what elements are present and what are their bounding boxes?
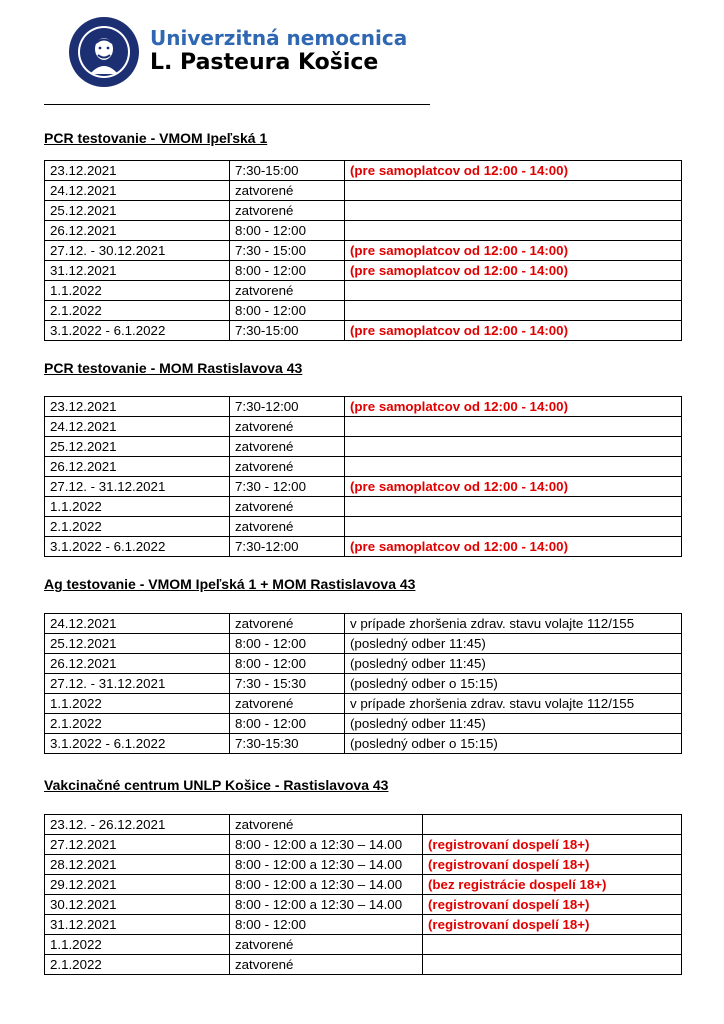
table-row <box>45 457 682 477</box>
note-cell: (pre samoplatcov od 12:00 - 14:00) <box>345 537 682 557</box>
note-cell <box>345 497 682 517</box>
date-cell: 23.12.2021 <box>45 397 230 417</box>
note-cell: (posledný odber o 15:15) <box>345 674 682 694</box>
table-row <box>45 694 682 714</box>
date-cell: 1.1.2022 <box>45 281 230 301</box>
note-cell: (pre samoplatcov od 12:00 - 14:00) <box>345 241 682 261</box>
table-row <box>45 835 682 855</box>
time-cell: zatvorené <box>230 437 345 457</box>
table-row <box>45 477 682 497</box>
date-cell: 3.1.2022 - 6.1.2022 <box>45 734 230 754</box>
table-row <box>45 915 682 935</box>
date-cell: 24.12.2021 <box>45 614 230 634</box>
section-heading-ag-testing: Ag testovanie - VMOM Ipeľská 1 + MOM Rastislavova 43 <box>44 576 416 592</box>
time-cell: zatvorené <box>230 694 345 714</box>
date-cell: 31.12.2021 <box>45 261 230 281</box>
time-cell: 8:00 - 12:00 <box>230 654 345 674</box>
time-cell: 8:00 - 12:00 a 12:30 – 14.00 <box>230 875 423 895</box>
date-cell: 27.12.2021 <box>45 835 230 855</box>
table-row <box>45 241 682 261</box>
org-title <box>150 26 407 76</box>
time-cell: zatvorené <box>230 181 345 201</box>
table-row <box>45 634 682 654</box>
time-cell: 7:30-12:00 <box>230 537 345 557</box>
section-heading-pcr-rastislavova: PCR testovanie - MOM Rastislavova 43 <box>44 360 303 376</box>
note-cell <box>423 935 682 955</box>
time-cell: zatvorené <box>230 614 345 634</box>
time-cell: 8:00 - 12:00 <box>230 915 423 935</box>
note-cell <box>423 955 682 975</box>
note-cell: v prípade zhoršenia zdrav. stavu volajte 112/155 <box>345 694 682 714</box>
date-cell: 1.1.2022 <box>45 935 230 955</box>
org-name-line2: L. Pasteura Košice <box>150 50 379 75</box>
date-cell: 25.12.2021 <box>45 201 230 221</box>
table-row <box>45 734 682 754</box>
date-cell: 24.12.2021 <box>45 181 230 201</box>
date-cell: 26.12.2021 <box>45 654 230 674</box>
table-row <box>45 537 682 557</box>
time-cell: 8:00 - 12:00 <box>230 221 345 241</box>
time-cell: 8:00 - 12:00 <box>230 634 345 654</box>
note-cell <box>345 437 682 457</box>
date-cell: 30.12.2021 <box>45 895 230 915</box>
org-name-line1: Univerzitná nemocnica <box>150 26 408 50</box>
section-heading-vaccination: Vakcinačné centrum UNLP Košice - Rastislavova 43 <box>44 777 389 793</box>
table-row <box>45 815 682 835</box>
table-row <box>45 714 682 734</box>
time-cell: 8:00 - 12:00 a 12:30 – 14.00 <box>230 855 423 875</box>
table-row <box>45 517 682 537</box>
table-row <box>45 855 682 875</box>
date-cell: 3.1.2022 - 6.1.2022 <box>45 321 230 341</box>
time-cell: 8:00 - 12:00 <box>230 714 345 734</box>
table-row <box>45 437 682 457</box>
time-cell: 8:00 - 12:00 a 12:30 – 14.00 <box>230 895 423 915</box>
time-cell: 7:30-15:00 <box>230 161 345 181</box>
table-row <box>45 497 682 517</box>
date-cell: 2.1.2022 <box>45 517 230 537</box>
table-row <box>45 181 682 201</box>
date-cell: 24.12.2021 <box>45 417 230 437</box>
date-cell: 27.12. - 31.12.2021 <box>45 674 230 694</box>
table-row <box>45 935 682 955</box>
table-row <box>45 654 682 674</box>
table-row <box>45 955 682 975</box>
note-cell <box>345 281 682 301</box>
note-cell <box>345 301 682 321</box>
table-row <box>45 281 682 301</box>
header-divider <box>44 104 430 105</box>
note-cell <box>345 517 682 537</box>
time-cell: zatvorené <box>230 457 345 477</box>
table-row <box>45 875 682 895</box>
table-row <box>45 221 682 241</box>
note-cell <box>345 181 682 201</box>
time-cell: 7:30-15:30 <box>230 734 345 754</box>
date-cell: 1.1.2022 <box>45 497 230 517</box>
note-cell: (posledný odber 11:45) <box>345 634 682 654</box>
time-cell: 8:00 - 12:00 <box>230 301 345 321</box>
table-row <box>45 895 682 915</box>
table-row <box>45 301 682 321</box>
note-cell: (pre samoplatcov od 12:00 - 14:00) <box>345 321 682 341</box>
note-cell <box>423 815 682 835</box>
note-cell: (posledný odber 11:45) <box>345 654 682 674</box>
date-cell: 25.12.2021 <box>45 634 230 654</box>
note-cell <box>345 417 682 437</box>
schedule-table-vaccination <box>44 814 682 975</box>
date-cell: 2.1.2022 <box>45 714 230 734</box>
date-cell: 29.12.2021 <box>45 875 230 895</box>
date-cell: 27.12. - 31.12.2021 <box>45 477 230 497</box>
time-cell: 7:30 - 15:30 <box>230 674 345 694</box>
note-cell: (registrovaní dospelí 18+) <box>423 835 682 855</box>
table-row <box>45 321 682 341</box>
time-cell: zatvorené <box>230 815 423 835</box>
note-cell: (registrovaní dospelí 18+) <box>423 855 682 875</box>
date-cell: 25.12.2021 <box>45 437 230 457</box>
note-cell: (registrovaní dospelí 18+) <box>423 895 682 915</box>
schedule-table-pcr-ipelska <box>44 160 682 341</box>
note-cell <box>345 221 682 241</box>
hospital-logo <box>68 16 140 88</box>
time-cell: zatvorené <box>230 417 345 437</box>
note-cell: (pre samoplatcov od 12:00 - 14:00) <box>345 397 682 417</box>
time-cell: 7:30 - 12:00 <box>230 477 345 497</box>
time-cell: zatvorené <box>230 935 423 955</box>
table-row <box>45 614 682 634</box>
time-cell: 8:00 - 12:00 <box>230 261 345 281</box>
table-row <box>45 201 682 221</box>
note-cell: v prípade zhoršenia zdrav. stavu volajte 112/155 <box>345 614 682 634</box>
time-cell: zatvorené <box>230 281 345 301</box>
time-cell: zatvorené <box>230 201 345 221</box>
schedule-table-ag-testing <box>44 613 682 754</box>
note-cell: (pre samoplatcov od 12:00 - 14:00) <box>345 161 682 181</box>
date-cell: 23.12. - 26.12.2021 <box>45 815 230 835</box>
note-cell: (registrovaní dospelí 18+) <box>423 915 682 935</box>
time-cell: 7:30 - 15:00 <box>230 241 345 261</box>
date-cell: 26.12.2021 <box>45 457 230 477</box>
note-cell: (bez registrácie dospelí 18+) <box>423 875 682 895</box>
time-cell: 8:00 - 12:00 a 12:30 – 14.00 <box>230 835 423 855</box>
schedule-table-pcr-rastislavova <box>44 396 682 557</box>
table-row <box>45 417 682 437</box>
table-row <box>45 674 682 694</box>
time-cell: zatvorené <box>230 955 423 975</box>
note-cell: (posledný odber 11:45) <box>345 714 682 734</box>
time-cell: zatvorené <box>230 517 345 537</box>
date-cell: 26.12.2021 <box>45 221 230 241</box>
note-cell: (pre samoplatcov od 12:00 - 14:00) <box>345 261 682 281</box>
time-cell: 7:30-12:00 <box>230 397 345 417</box>
note-cell: (posledný odber o 15:15) <box>345 734 682 754</box>
time-cell: zatvorené <box>230 497 345 517</box>
table-row <box>45 397 682 417</box>
date-cell: 2.1.2022 <box>45 955 230 975</box>
date-cell: 1.1.2022 <box>45 694 230 714</box>
table-row <box>45 261 682 281</box>
date-cell: 28.12.2021 <box>45 855 230 875</box>
section-heading-pcr-ipelska: PCR testovanie - VMOM Ipeľská 1 <box>44 130 268 146</box>
table-row <box>45 161 682 181</box>
note-cell: (pre samoplatcov od 12:00 - 14:00) <box>345 477 682 497</box>
date-cell: 31.12.2021 <box>45 915 230 935</box>
note-cell <box>345 201 682 221</box>
time-cell: 7:30-15:00 <box>230 321 345 341</box>
date-cell: 2.1.2022 <box>45 301 230 321</box>
date-cell: 23.12.2021 <box>45 161 230 181</box>
date-cell: 3.1.2022 - 6.1.2022 <box>45 537 230 557</box>
note-cell <box>345 457 682 477</box>
date-cell: 27.12. - 30.12.2021 <box>45 241 230 261</box>
